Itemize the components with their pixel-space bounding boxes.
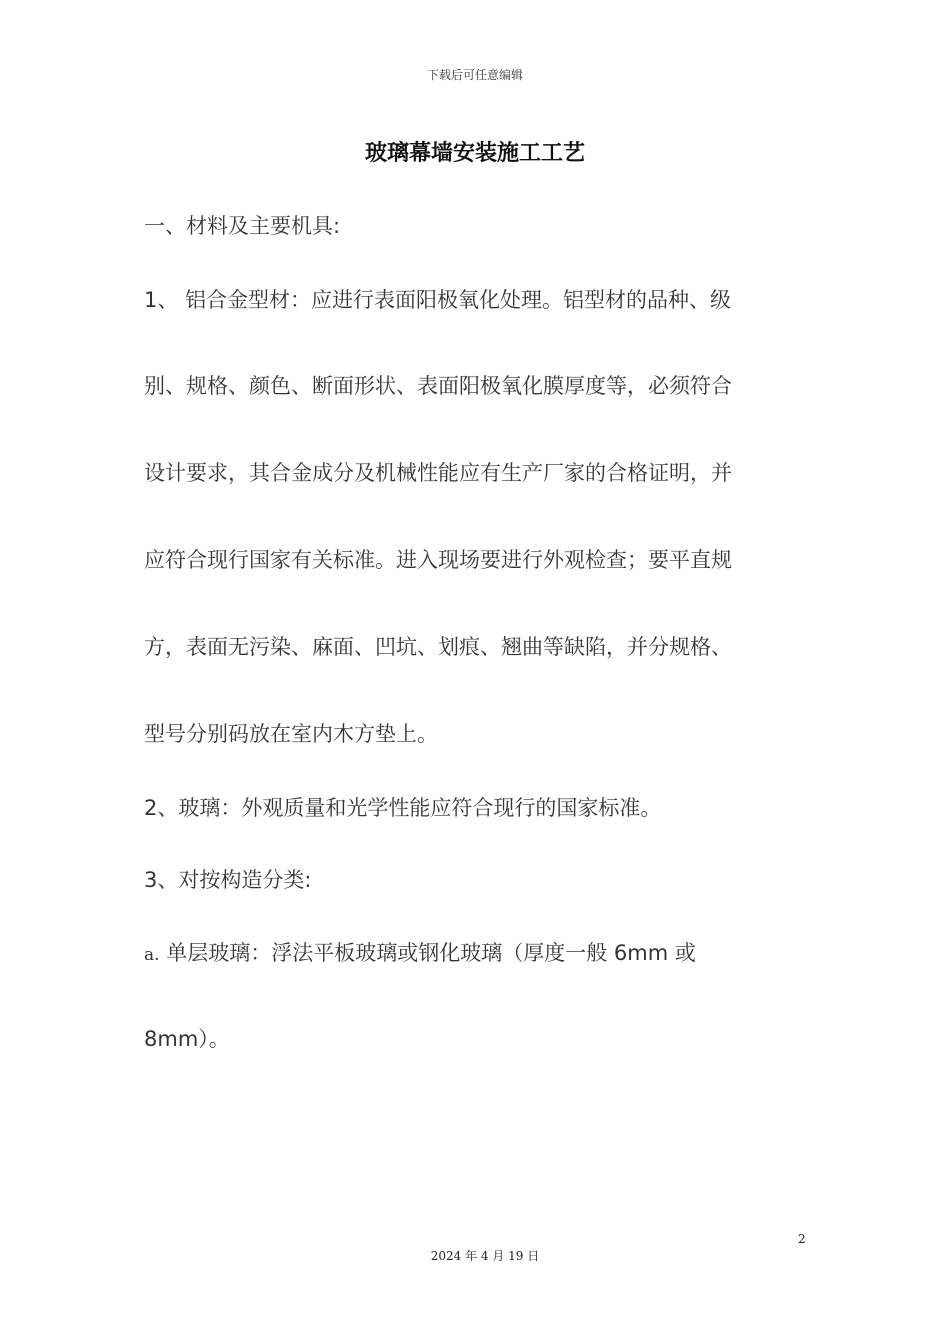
item-a-text: 单层玻璃：浮法平板玻璃或钢化玻璃（厚度一般 6mm 或 bbox=[166, 941, 696, 965]
page-number: 2 bbox=[798, 1232, 806, 1246]
footer-date: 2024 年 4 月 19 日 bbox=[430, 1249, 540, 1263]
document-title: 玻璃幕墙安装施工工艺 bbox=[364, 141, 585, 166]
item-a-prefix: a. bbox=[144, 945, 160, 965]
item-a-line-2: 8mm）。 bbox=[144, 1027, 230, 1051]
header-note: 下载后可任意编辑 bbox=[426, 68, 523, 82]
item1-line-1: 1、 铝合金型材：应进行表面阳极氧化处理。铝型材的品种、级 bbox=[144, 288, 732, 312]
item1-line-6: 型号分别码放在室内木方垫上。 bbox=[144, 722, 438, 746]
item1-line-3: 设计要求，其合金成分及机械性能应有生产厂家的合格证明，并 bbox=[144, 461, 732, 485]
item-a-line-1 bbox=[144, 937, 796, 967]
item1-line-4: 应符合现行国家有关标准。进入现场要进行外观检查；要平直规 bbox=[144, 548, 732, 572]
item2-line: 2、玻璃：外观质量和光学性能应符合现行的国家标准。 bbox=[144, 796, 662, 820]
item3-line: 3、对按构造分类: bbox=[144, 868, 312, 892]
item1-line-2: 别、规格、颜色、断面形状、表面阳极氧化膜厚度等，必须符合 bbox=[144, 374, 732, 398]
section-heading: 一、材料及主要机具: bbox=[144, 214, 341, 238]
item1-line-5: 方，表面无污染、麻面、凹坑、划痕、翘曲等缺陷，并分规格、 bbox=[144, 635, 732, 659]
